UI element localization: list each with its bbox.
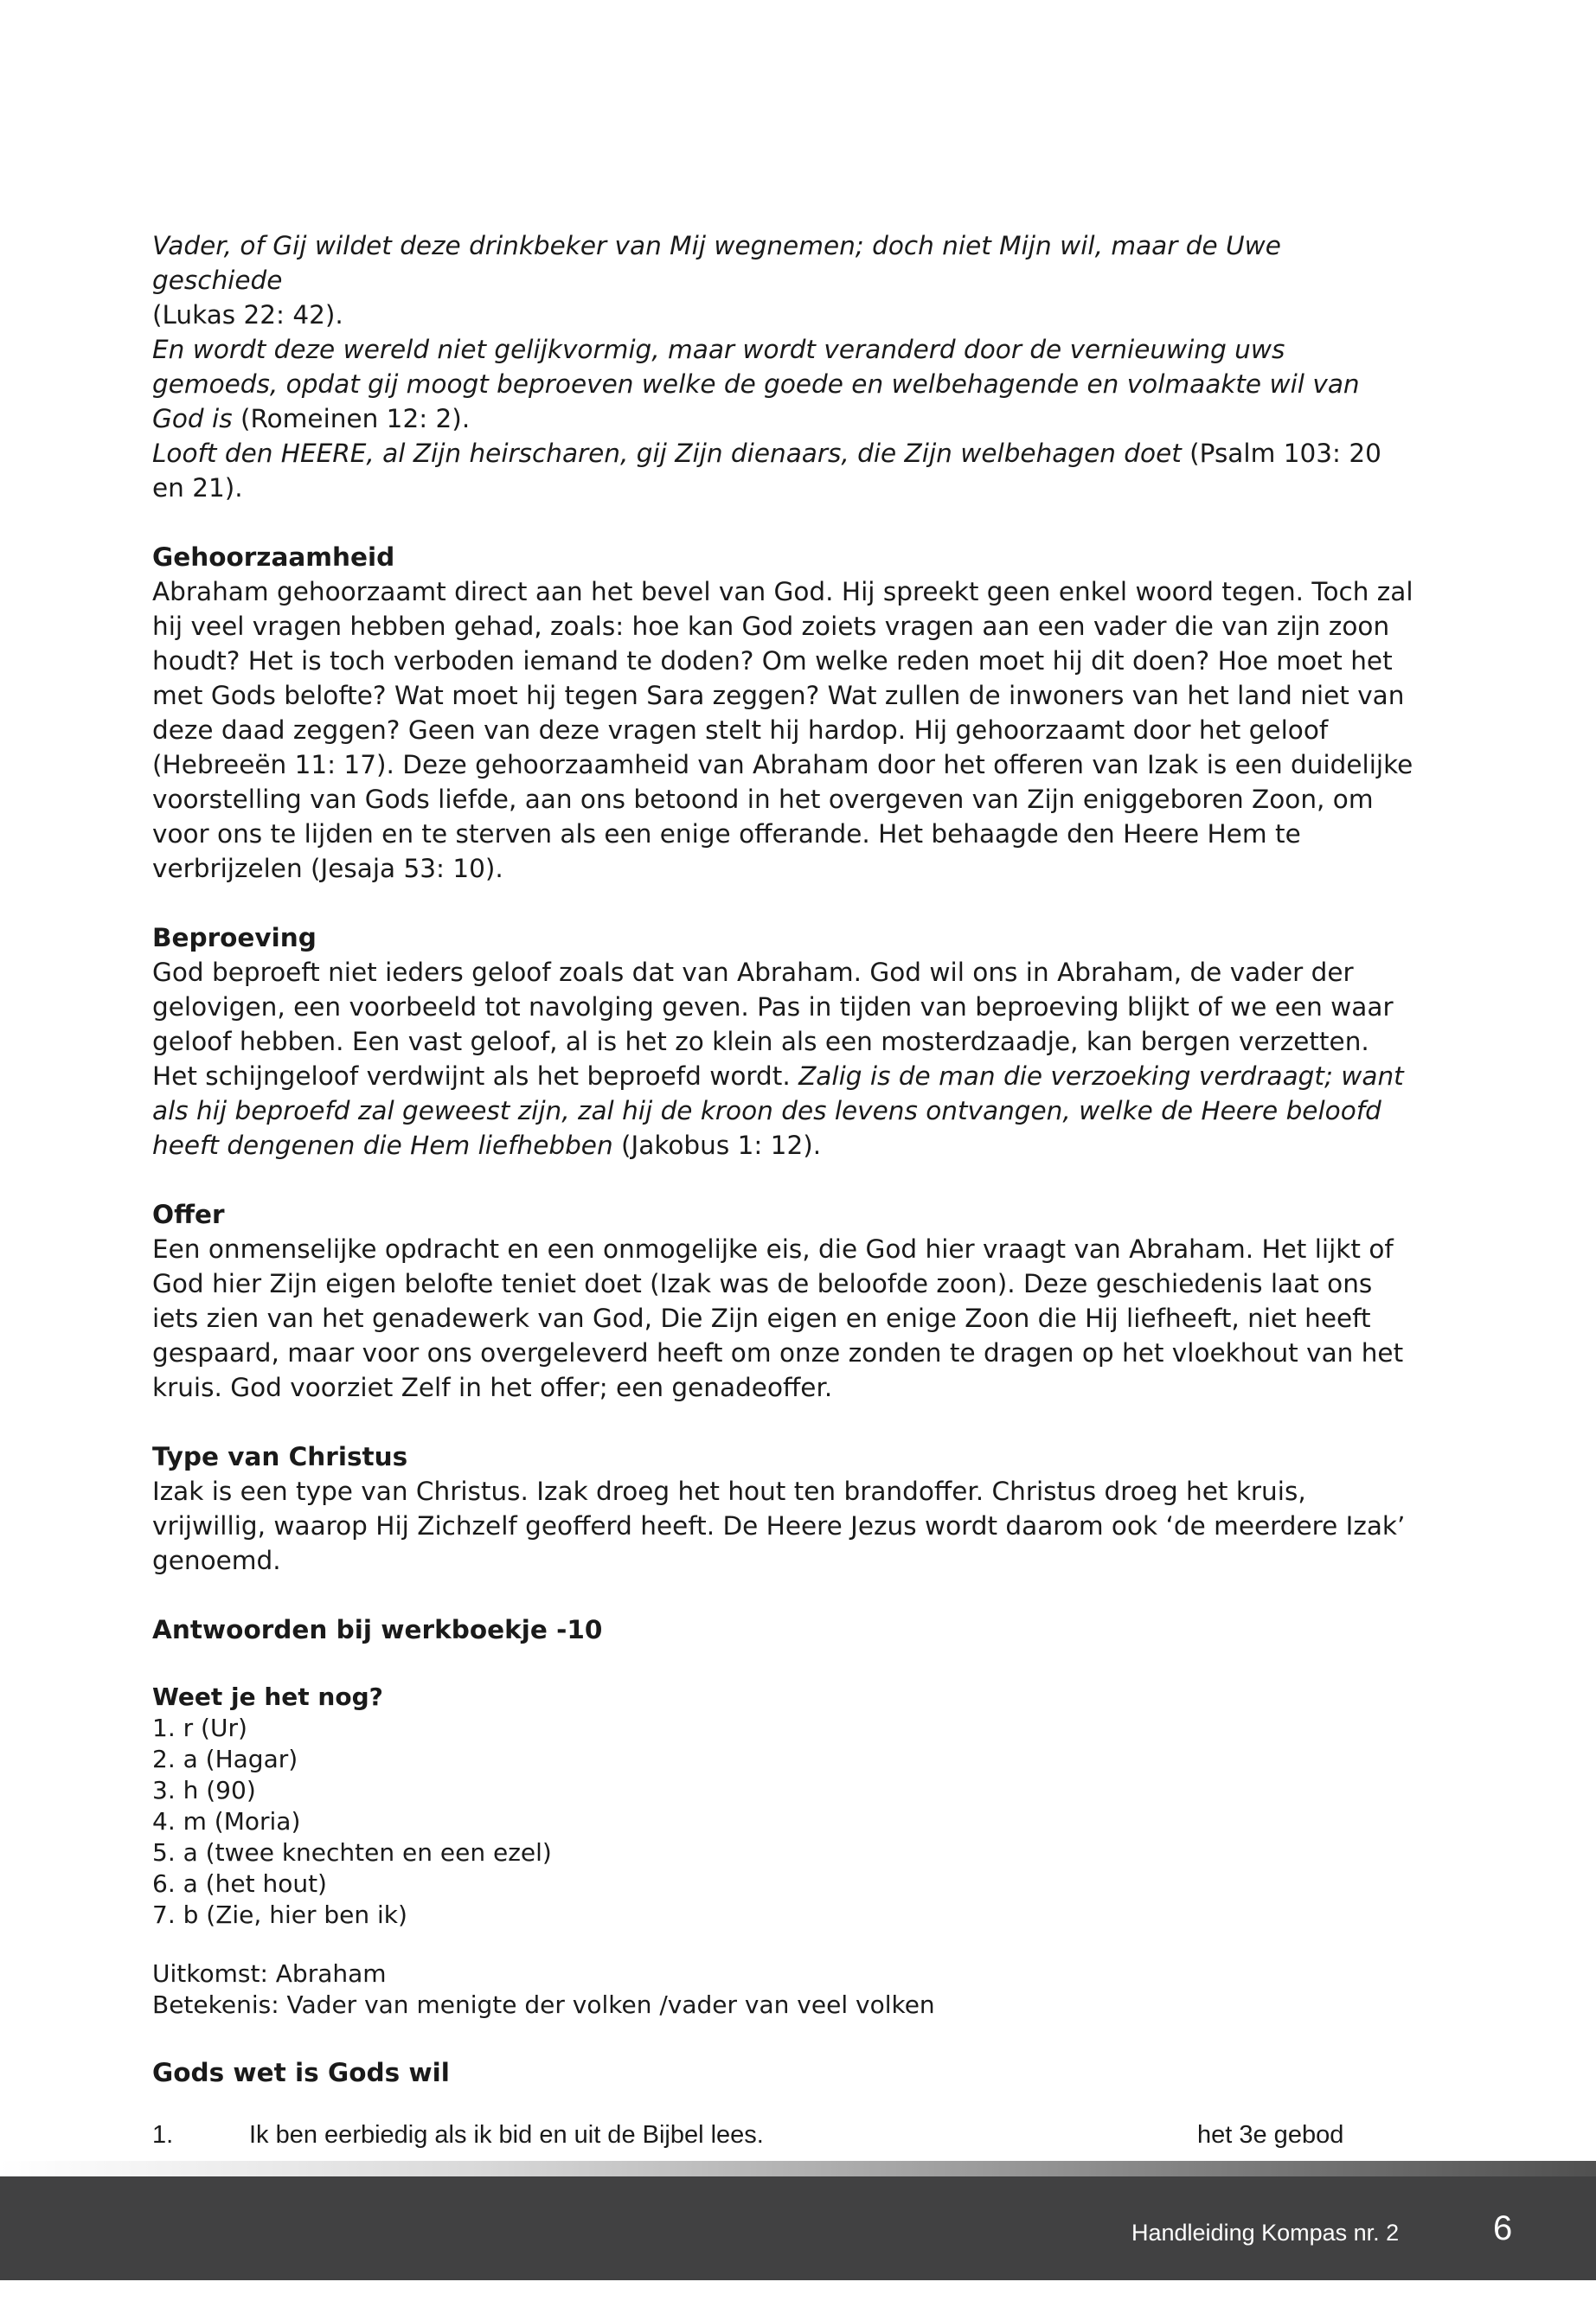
gods-wet-row-text: Ik ben eerbiedig als ik bid en uit de Bijbel lees. [249, 2121, 764, 2149]
list-item: 2. a (Hagar) [152, 1745, 298, 1773]
beproeving-quote-ref: (Jakobus 1: 12). [612, 1131, 822, 1160]
intro-quote-2-text: En wordt deze wereld niet gelijkvormig, maar wordt veranderd door de vernieuwing uws gemoeds, opdat gij moogt beproeven welke de goede en welbehagende en volmaakte wil van God is [152, 335, 1360, 433]
gods-wet-heading: Gods wet is Gods wil [152, 2058, 450, 2087]
list-item: 4. m (Moria) [152, 1807, 301, 1836]
offer-heading: Offer [152, 1200, 225, 1229]
answers-subheading: Weet je het nog? [152, 1682, 383, 1711]
intro-quote-2-ref: (Romeinen 12: 2). [232, 404, 471, 433]
beproeving-body: God beproeft niet ieders geloof zoals dat van Abraham. God wil ons in Abraham, de vader der gelovigen, een voorbeeld tot navolging geven. Pas in tijden van beproeving blijkt of we een waar geloof hebben. Een vast geloof, al is het zo klein als een mosterdzaadje, kan bergen verzetten. Het schijngeloof verdwijnt als het beproefd wordt. [152, 958, 1394, 1091]
answers-list [152, 1682, 1415, 2021]
gods-wet-row-ref: het 3e gebod [1197, 2121, 1344, 2149]
gehoorzaamheid-body: Abraham gehoorzaamt direct aan het bevel van God. Hij spreekt geen enkel woord tegen. Toch zal hij veel vragen hebben gehad, zoals: hoe kan God zoiets vragen aan een vader die van zijn zoon houdt? Het is toch verboden iemand te doden? Om welke reden moet hij dit doen? Hoe moet het met Gods belofte? Wat moet hij tegen Sara zeggen? Wat zullen de inwoners van het land niet van deze daad zeggen? Geen van deze vragen stelt hij hardop. Hij gehoorzaamt door het geloof (Hebreeën 11: 17). Deze gehoorzaamheid van Abraham door het offeren van Izak is een duidelijke voorstelling van Gods liefde, aan ons betoond in het overgeven van Zijn eniggeboren Zoon, om voor ons te lijden en te sterven als een enige offerande. Het behaagde den Heere Hem te verbrijzelen (Jesaja 53: 10). [152, 577, 1413, 883]
answers-heading: Antwoorden bij werkboekje -10 [152, 1615, 603, 1644]
list-item: 3. h (90) [152, 1776, 256, 1804]
gods-wet-row-number: 1. [152, 2121, 174, 2149]
beproeving-quote: Zalig is de man die verzoeking verdraagt; want als hij beproefd zal geweest zijn, zal hij de kroon des levens ontvangen, welke de Heere beloofd heeft dengenen die Hem liefhebben [152, 1061, 1404, 1160]
footer-title: Handleiding Kompas nr. 2 [1131, 2220, 1400, 2246]
offer-body: Een onmenselijke opdracht en een onmogelijke eis, die God hier vraagt van Abraham. Het lijkt of God hier Zijn eigen belofte teniet doet (Izak was de beloofde zoon). Deze geschiedenis laat ons iets zien van het genadewerk van God, Die Zijn eigen en enige Zoon die Hij liefheeft, niet heeft gespaard, maar voor ons overgeleverd heeft om onze zonden te dragen op het vloekhout van het kruis. God voorziet Zelf in het offer; een genadeoffer. [152, 1234, 1404, 1402]
gehoorzaamheid-heading: Gehoorzaamheid [152, 542, 395, 572]
intro-quote-3 [152, 436, 1415, 505]
type-christus-heading: Type van Christus [152, 1442, 408, 1471]
intro-quote-2 [152, 332, 1415, 436]
intro-quote-1 [152, 228, 1415, 332]
list-item: 1. r (Ur) [152, 1714, 247, 1742]
page-number: 6 [1493, 2209, 1513, 2247]
beproeving-heading: Beproeving [152, 923, 317, 952]
intro-quote-1-text: Vader, of Gij wildet deze drinkbeker van Mij wegnemen; doch niet Mijn wil, maar de Uwe geschiede [152, 231, 1281, 295]
answers-uitkomst: Uitkomst: Abraham [152, 1959, 387, 1988]
list-item: 6. a (het hout) [152, 1869, 327, 1898]
list-item: 5. a (twee knechten en een ezel) [152, 1838, 552, 1867]
beproeving-paragraph [152, 955, 1415, 1163]
intro-quote-1-ref: (Lukas 22: 42). [152, 300, 343, 330]
intro-quote-3-ref: (Psalm 103: 20 en 21). [152, 439, 1381, 503]
intro-quote-3-text: Looft den HEERE, al Zijn heirscharen, gij Zijn dienaars, die Zijn welbehagen doet [152, 439, 1182, 468]
type-christus-body: Izak is een type van Christus. Izak droeg het hout ten brandoffer. Christus droeg het kruis, vrijwillig, waarop Hij Zichzelf geofferd heeft. De Heere Jezus wordt daarom ook ‘de meerdere Izak’ genoemd. [152, 1477, 1406, 1575]
answers-betekenis: Betekenis: Vader van menigte der volken /vader van veel volken [152, 1990, 935, 2019]
list-item: 7. b (Zie, hier ben ik) [152, 1900, 407, 1929]
page-content [152, 228, 1415, 2152]
gods-wet-row [152, 2118, 1415, 2152]
